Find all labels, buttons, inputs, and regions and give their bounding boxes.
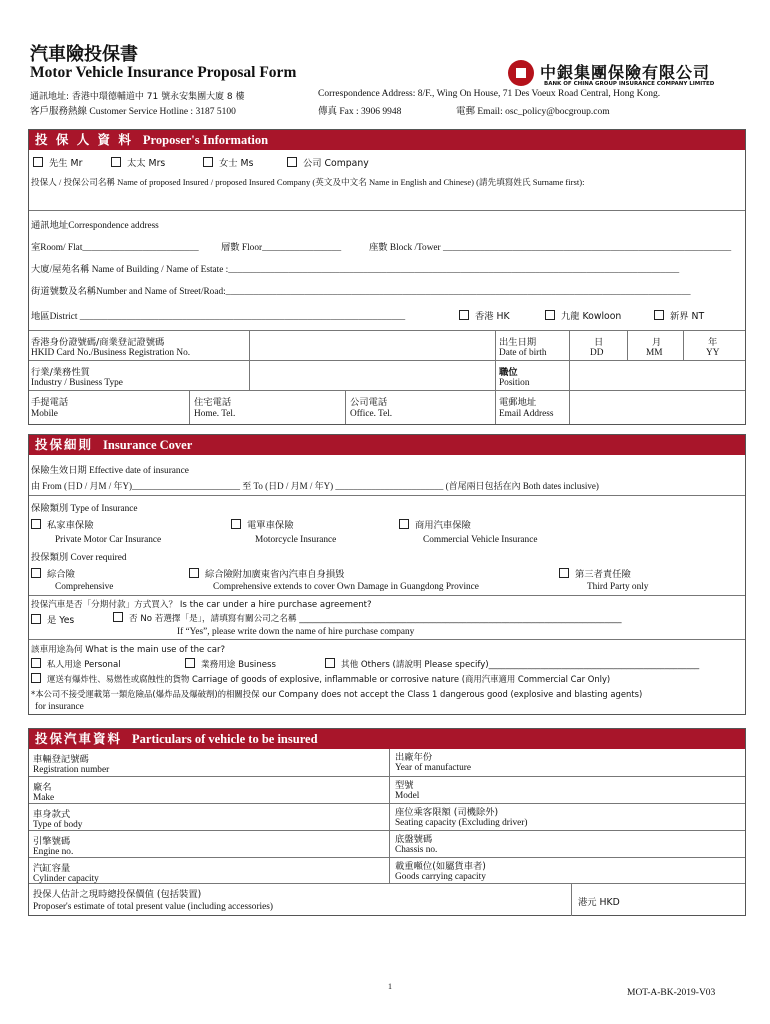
cover-comprehensive-zh: 綜合險 (47, 569, 75, 580)
goods-capacity-zh: 載重噸位(如屬貨車者) (395, 861, 486, 872)
title-mr-label: 先生 Mr (49, 158, 83, 169)
title-mrs-label: 太太 Mrs (127, 158, 166, 169)
dob-year-cell[interactable] (683, 331, 746, 361)
type-private-en: Private Motor Car Insurance (55, 535, 162, 545)
checkbox-icon[interactable] (459, 310, 469, 320)
engine-no-zh: 引擎號碼 (33, 836, 71, 847)
cylinder-zh: 汽缸容量 (33, 863, 71, 874)
year-manufacture-en: Year of manufacture (395, 763, 471, 773)
hire-question: 投保汽車是否「分期付款」方式買入？ Is the car under a hire purchase agreement? (31, 600, 372, 610)
hire-no[interactable] (113, 612, 622, 624)
block-field[interactable]: 座數 Block /Tower ______________________________________________________________ (369, 243, 732, 253)
dangerous-goods-note-cont: for insurance (35, 702, 84, 712)
checkbox-icon[interactable] (654, 310, 664, 320)
vehicle-heading-zh: 投保汽車資料 (35, 731, 123, 746)
dangerous-goods-note: *本公司不接受運載第一類危險品(爆炸品及爆破劑)的相關投保 our Company does not accept the Class 1 dangerous good (explosive and blasting agents) (31, 689, 643, 699)
cover-guangdong-en: Comprehensive extends to cover Own Damage in Guangdong Province (213, 582, 479, 592)
dob-day-cell[interactable] (569, 331, 628, 361)
cover-third-party-zh: 第三者責任險 (575, 569, 631, 580)
cover-section (28, 434, 746, 715)
checkbox-icon[interactable] (33, 157, 43, 167)
checkbox-icon[interactable] (545, 310, 555, 320)
dob-month-cell[interactable] (627, 331, 684, 361)
region-hk-label: 香港 HK (475, 311, 510, 322)
home-label-en: Home. Tel. (194, 409, 236, 419)
service-hotline: 客戶服務熱線 Customer Service Hotline : 3187 5100 (30, 107, 236, 117)
checkbox-icon[interactable] (325, 658, 335, 668)
checkbox-icon[interactable] (31, 614, 41, 624)
position-input[interactable] (569, 361, 746, 391)
use-personal[interactable] (31, 658, 121, 670)
dob-year-zh: 年 (708, 337, 718, 348)
mobile-label-zh: 手提電話 (31, 397, 69, 408)
office-label-zh: 公司電話 (350, 397, 388, 408)
effective-date-field[interactable]: 由 From (日D / 月M / 年Y)________________________ 至 To (日D / 月M / 年Y) ________________________ (首尾兩日包括在內 Both dates inclusive) (31, 481, 599, 491)
logo-name-english: BANK OF CHINA GROUP INSURANCE COMPANY LIMITED (544, 81, 715, 87)
vehicle-grid (29, 749, 745, 883)
industry-label-en: Industry / Business Type (31, 378, 123, 388)
hire-no-label: 否 No 若選擇「是」，請填寫有關公司之名稱 ___________________________________________________________________________ (129, 614, 622, 624)
hkid-label-en: HKID Card No./Business Registration No. (31, 348, 191, 358)
vehicle-heading-en: Particulars of vehicle to be insured (132, 732, 318, 746)
checkbox-icon[interactable] (185, 658, 195, 668)
model-zh: 型號 (395, 780, 414, 791)
vehicle-row-1[interactable] (29, 749, 745, 776)
industry-label-zh: 行業/業務性質 (31, 367, 90, 378)
address-english: Correspondence Address: 8/F., Wing On House, 71 Des Voeux Road Central, Hong Kong. (318, 89, 661, 99)
form-title-english: Motor Vehicle Insurance Proposal Form (30, 64, 297, 81)
region-kowloon[interactable] (545, 308, 621, 322)
chassis-en: Chassis no. (395, 845, 438, 855)
email-label-en: Email Address (499, 409, 554, 419)
type-private-zh: 私家車保險 (47, 520, 94, 531)
checkbox-icon[interactable] (31, 519, 41, 529)
dob-label-en: Date of birth (499, 348, 547, 358)
boc-logo-icon (508, 60, 534, 86)
floor-field[interactable]: 層數 Floor_________________ (221, 243, 342, 253)
region-nt-label: 新界 NT (670, 311, 705, 322)
cover-comprehensive-en: Comprehensive (55, 582, 114, 592)
body-type-en: Type of body (33, 820, 83, 830)
position-label-cell (495, 361, 570, 391)
district-field[interactable]: 地區District ______________________________________________________________________ (31, 312, 406, 322)
email-input[interactable] (569, 391, 746, 424)
type-commercial-zh: 商用汽車保險 (415, 520, 471, 531)
email-address: 電郵 Email: osc_policy@bocgroup.com (456, 107, 610, 117)
cover-comprehensive[interactable] (31, 566, 75, 580)
street-field[interactable]: 街道號數及名稱Number and Name of Street/Road:____________________________________________________________________________________________________ (31, 287, 691, 297)
corr-address-label: 通訊地址Correspondence address (31, 221, 159, 231)
type-private[interactable] (31, 517, 94, 531)
estimate-value-cell[interactable] (571, 884, 746, 916)
cover-heading-en: Insurance Cover (103, 438, 193, 452)
cover-third-party[interactable] (559, 566, 631, 580)
dob-month-zh: 月 (652, 337, 662, 348)
form-code: MOT-A-BK-2019-V03 (627, 988, 716, 998)
office-tel-cell[interactable] (345, 391, 496, 424)
title-mr[interactable] (33, 155, 82, 169)
vehicle-row-5[interactable] (29, 857, 745, 884)
dob-month-en: MM (646, 348, 663, 358)
chassis-zh: 底盤號碼 (395, 834, 433, 845)
year-manufacture-zh: 出廠年份 (395, 752, 433, 763)
reg-number-zh: 車輛登記號碼 (33, 754, 89, 765)
logo-name-chinese: 中銀集團保險有限公司 (540, 63, 711, 82)
office-label-en: Office. Tel. (350, 409, 393, 419)
email-label-zh: 電郵地址 (499, 397, 537, 408)
cover-guangdong[interactable] (189, 566, 344, 580)
currency-label: 港元 HKD (578, 897, 620, 908)
use-question: 該車用途為何 What is the main use of the car? (31, 645, 226, 655)
dob-year-en: YY (706, 348, 720, 358)
vehicle-use-row (29, 639, 745, 715)
region-nt[interactable] (654, 308, 704, 322)
checkbox-icon[interactable] (31, 673, 41, 683)
dob-label-cell (495, 331, 570, 361)
use-personal-label: 私人用途 Personal (47, 660, 121, 670)
type-commercial[interactable] (399, 517, 471, 531)
phone-row (29, 390, 745, 424)
type-motorcycle-en: Motorcycle Insurance (255, 535, 337, 545)
hkid-label-zh: 香港身份證號碼/商業登記證號碼 (31, 337, 165, 348)
hire-company-label: If “Yes”, please write down the name of hire purchase company (177, 627, 415, 637)
use-others[interactable] (325, 658, 699, 670)
mobile-label-en: Mobile (31, 409, 58, 419)
hire-purchase-row (29, 595, 745, 640)
hire-yes[interactable] (31, 612, 74, 626)
hkid-row (29, 330, 745, 361)
email-label-cell (495, 391, 570, 424)
industry-row (29, 360, 745, 391)
proposer-heading (29, 130, 745, 150)
region-kowloon-label: 九龍 Kowloon (561, 311, 622, 322)
checkbox-icon[interactable] (31, 658, 41, 668)
cover-required-row (29, 545, 745, 595)
use-carriage[interactable] (31, 673, 610, 685)
proposer-name-label: 投保人 / 投保公司名稱 Name of proposed Insured / proposed Insured Company (英文及中文名 Name in English and Chinese) (請先填寫姓氏 Surname first): (31, 177, 585, 187)
use-others-label: 其他 Others (請說明 Please specify)_________________________________________________ (341, 660, 700, 670)
effective-date-label: 保險生效日期 Effective date of insurance (31, 466, 189, 476)
seating-en: Seating capacity (Excluding driver) (395, 818, 528, 828)
title-ms[interactable] (203, 155, 253, 169)
vehicle-section (28, 728, 746, 916)
make-zh: 廠名 (33, 782, 52, 793)
proposer-heading-en: Proposer's Information (142, 133, 269, 147)
type-label: 保險類別 Type of Insurance (31, 504, 138, 514)
dob-label-zh: 出生日期 (499, 337, 537, 348)
make-en: Make (33, 793, 55, 803)
estimate-row[interactable] (29, 883, 745, 916)
cover-label: 投保類別 Cover required (31, 553, 127, 563)
title-mrs[interactable] (111, 155, 165, 169)
building-field[interactable]: 大廈/屋苑名稱 Name of Building / Name of Estate :_________________________________________________________________________________________________ (31, 265, 680, 275)
hire-yes-label: 是 Yes (47, 615, 75, 626)
position-label-zh: 職位 (499, 367, 518, 378)
engine-no-en: Engine no. (33, 847, 74, 857)
insurance-type-row (29, 495, 745, 551)
type-motorcycle[interactable] (231, 517, 294, 531)
cylinder-en: Cylinder capacity (33, 874, 99, 884)
room-field[interactable]: 室Room/ Flat_________________________ (31, 243, 199, 253)
home-tel-cell[interactable] (189, 391, 350, 424)
checkbox-icon[interactable] (113, 612, 123, 622)
goods-capacity-en: Goods carrying capacity (395, 872, 486, 882)
hkid-input[interactable] (249, 331, 496, 361)
vehicle-row-2[interactable] (29, 776, 745, 804)
use-business[interactable] (185, 658, 276, 670)
title-ms-label: 女士 Ms (219, 158, 254, 169)
use-business-label: 業務用途 Business (201, 660, 277, 670)
home-label-zh: 住宅電話 (194, 397, 232, 408)
title-company-label: 公司 Company (303, 158, 369, 169)
checkbox-icon[interactable] (559, 568, 569, 578)
checkbox-icon[interactable] (203, 157, 213, 167)
dob-day-zh: 日 (594, 337, 604, 348)
fax-number: 傳真 Fax : 3906 9948 (318, 107, 402, 117)
industry-input[interactable] (249, 361, 496, 391)
position-label-en: Position (499, 378, 530, 388)
seating-zh: 座位乘客限額 (司機除外) (395, 807, 499, 818)
dob-day-en: DD (590, 348, 604, 358)
cover-heading-zh: 投保細則 (35, 437, 94, 452)
estimate-label-en: Proposer's estimate of total present value (including accessories) (33, 902, 273, 912)
title-company[interactable] (287, 155, 369, 169)
type-motorcycle-zh: 電單車保險 (247, 520, 294, 531)
cover-third-party-en: Third Party only (587, 582, 649, 592)
address-chinese: 通訊地址: 香港中環德輔道中 71 號永安集團大廈 8 樓 (30, 92, 245, 102)
cover-heading (29, 435, 745, 455)
checkbox-icon[interactable] (399, 519, 409, 529)
checkbox-icon[interactable] (111, 157, 121, 167)
reg-number-en: Registration number (33, 765, 110, 775)
form-title-chinese: 汽車險投保書 (30, 44, 138, 65)
use-carriage-label: 運送有爆炸性、易燃性或腐蝕性的貨物 Carriage of goods of explosive, inflammable or corrosive nature (商用汽車適用 Commercial Car Only) (47, 674, 611, 684)
vehicle-row-4[interactable] (29, 830, 745, 858)
page-number: 1 (388, 982, 392, 991)
vehicle-heading (29, 729, 745, 749)
type-commercial-en: Commercial Vehicle Insurance (423, 535, 538, 545)
checkbox-icon[interactable] (287, 157, 297, 167)
checkbox-icon[interactable] (231, 519, 241, 529)
region-hk[interactable] (459, 308, 510, 322)
checkbox-icon[interactable] (31, 568, 41, 578)
model-en: Model (395, 791, 420, 801)
proposer-section (28, 129, 746, 425)
proposer-heading-zh: 投 保 人 資 料 (35, 132, 133, 147)
company-logo (508, 60, 738, 90)
vehicle-row-3[interactable] (29, 803, 745, 831)
cover-guangdong-zh: 綜合險附加廣東省內汽車自身損毀 (205, 569, 345, 580)
estimate-label-zh: 投保人估計之現時總投保價值 (包括裝置) (33, 889, 202, 900)
body-type-zh: 車身款式 (33, 809, 71, 820)
checkbox-icon[interactable] (189, 568, 199, 578)
